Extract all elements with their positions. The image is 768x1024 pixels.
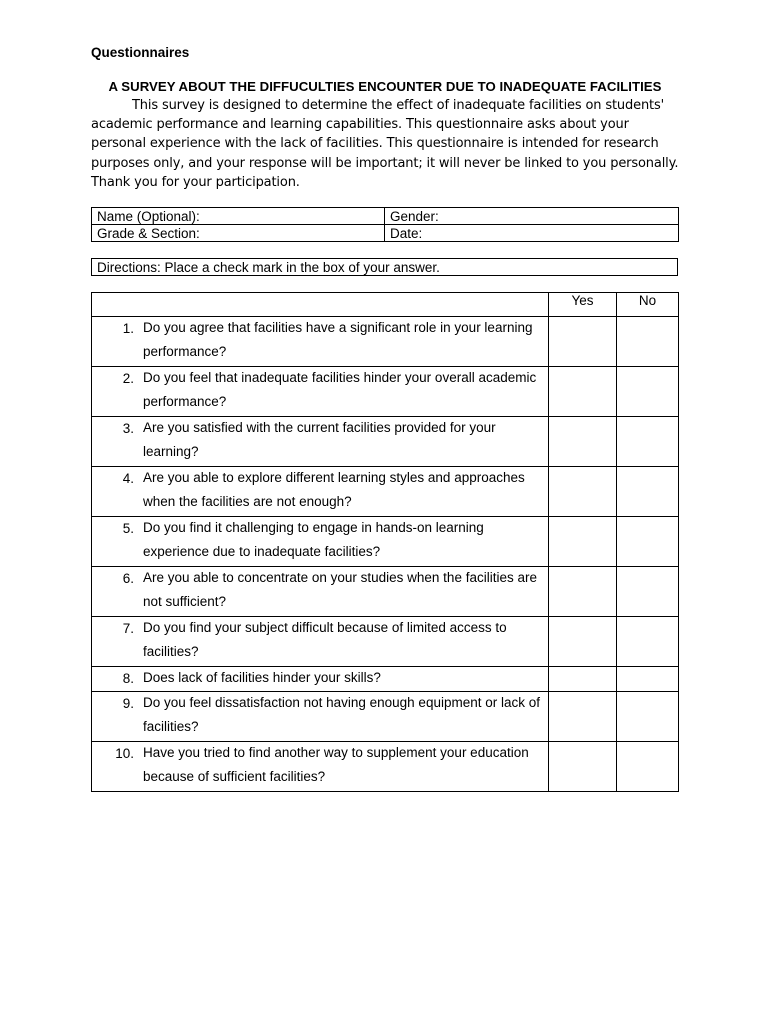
no-checkbox-cell[interactable] — [617, 467, 679, 517]
question-number: 2. — [122, 371, 134, 386]
page-heading: Questionnaires — [91, 45, 190, 60]
question-number: 6. — [122, 571, 134, 586]
question-text: Are you satisfied with the current facilities provided for your learning? — [143, 420, 496, 459]
no-checkbox-cell[interactable] — [617, 567, 679, 617]
yes-checkbox-cell[interactable] — [549, 617, 617, 667]
question-cell — [92, 667, 549, 692]
intro-paragraph: This survey is designed to determine the effect of inadequate facilities on students' academic performance and learning capabilities. This questionnaire asks about your personal experience with the lack of facilities. This questionnaire is intended for research purposes only, and your response will be important; it will never be linked to you personally. Thank you for your participation. — [91, 98, 679, 190]
question-cell — [92, 417, 549, 467]
info-row — [92, 208, 679, 225]
table-row — [92, 617, 679, 667]
table-header-row — [92, 293, 679, 317]
table-row — [92, 742, 679, 792]
question-cell — [92, 367, 549, 417]
date-field[interactable]: Date: — [385, 225, 679, 242]
question-text: Do you find your subject difficult because of limited access to facilities? — [143, 620, 507, 659]
yes-checkbox-cell[interactable] — [549, 517, 617, 567]
table-row — [92, 467, 679, 517]
no-checkbox-cell[interactable] — [617, 692, 679, 742]
table-row — [92, 417, 679, 467]
yes-checkbox-cell[interactable] — [549, 467, 617, 517]
question-number: 8. — [122, 671, 134, 686]
survey-title: A SURVEY ABOUT THE DIFFUCULTIES ENCOUNTER DUE TO INADEQUATE FACILITIES — [108, 79, 662, 94]
yes-column-header: Yes — [549, 293, 617, 317]
no-checkbox-cell[interactable] — [617, 617, 679, 667]
question-cell — [92, 692, 549, 742]
no-checkbox-cell[interactable] — [617, 317, 679, 367]
no-checkbox-cell[interactable] — [617, 742, 679, 792]
question-number: 7. — [122, 621, 134, 636]
question-number: 10. — [115, 746, 134, 761]
yes-checkbox-cell[interactable] — [549, 692, 617, 742]
yes-checkbox-cell[interactable] — [549, 317, 617, 367]
table-row — [92, 667, 679, 692]
no-checkbox-cell[interactable] — [617, 417, 679, 467]
question-text: Do you feel dissatisfaction not having enough equipment or lack of facilities? — [143, 695, 540, 734]
yes-checkbox-cell[interactable] — [549, 567, 617, 617]
grade-section-field[interactable]: Grade & Section: — [92, 225, 385, 242]
table-row — [92, 367, 679, 417]
question-number: 9. — [122, 696, 134, 711]
no-checkbox-cell[interactable] — [617, 367, 679, 417]
no-column-header: No — [617, 293, 679, 317]
table-row — [92, 692, 679, 742]
table-row — [92, 517, 679, 567]
question-text: Do you feel that inadequate facilities hinder your overall academic performance? — [143, 370, 537, 409]
respondent-info-table — [91, 207, 679, 242]
yes-checkbox-cell[interactable] — [549, 667, 617, 692]
table-row — [92, 567, 679, 617]
question-text: Do you agree that facilities have a significant role in your learning performance? — [143, 320, 533, 359]
no-checkbox-cell[interactable] — [617, 517, 679, 567]
question-number: 4. — [122, 471, 134, 486]
question-text: Does lack of facilities hinder your skills? — [143, 670, 381, 685]
question-cell — [92, 317, 549, 367]
directions-text: Directions: Place a check mark in the box of your answer. — [92, 259, 678, 276]
name-field[interactable]: Name (Optional): — [92, 208, 385, 225]
directions-box — [91, 258, 678, 276]
question-cell — [92, 467, 549, 517]
question-cell — [92, 517, 549, 567]
question-cell — [92, 742, 549, 792]
question-number: 3. — [122, 421, 134, 436]
info-row — [92, 225, 679, 242]
questions-table — [91, 292, 679, 792]
gender-field[interactable]: Gender: — [385, 208, 679, 225]
question-column-header — [92, 293, 549, 317]
question-number: 5. — [122, 521, 134, 536]
table-row — [92, 317, 679, 367]
yes-checkbox-cell[interactable] — [549, 367, 617, 417]
question-cell — [92, 567, 549, 617]
question-text: Are you able to explore different learning styles and approaches when the facilities are not enough? — [143, 470, 525, 509]
yes-checkbox-cell[interactable] — [549, 417, 617, 467]
question-cell — [92, 617, 549, 667]
question-text: Are you able to concentrate on your studies when the facilities are not sufficient? — [143, 570, 537, 609]
no-checkbox-cell[interactable] — [617, 667, 679, 692]
question-text: Do you find it challenging to engage in hands-on learning experience due to inadequate facilities? — [143, 520, 484, 559]
question-number: 1. — [122, 321, 134, 336]
yes-checkbox-cell[interactable] — [549, 742, 617, 792]
question-text: Have you tried to find another way to supplement your education because of sufficient facilities? — [143, 745, 529, 784]
